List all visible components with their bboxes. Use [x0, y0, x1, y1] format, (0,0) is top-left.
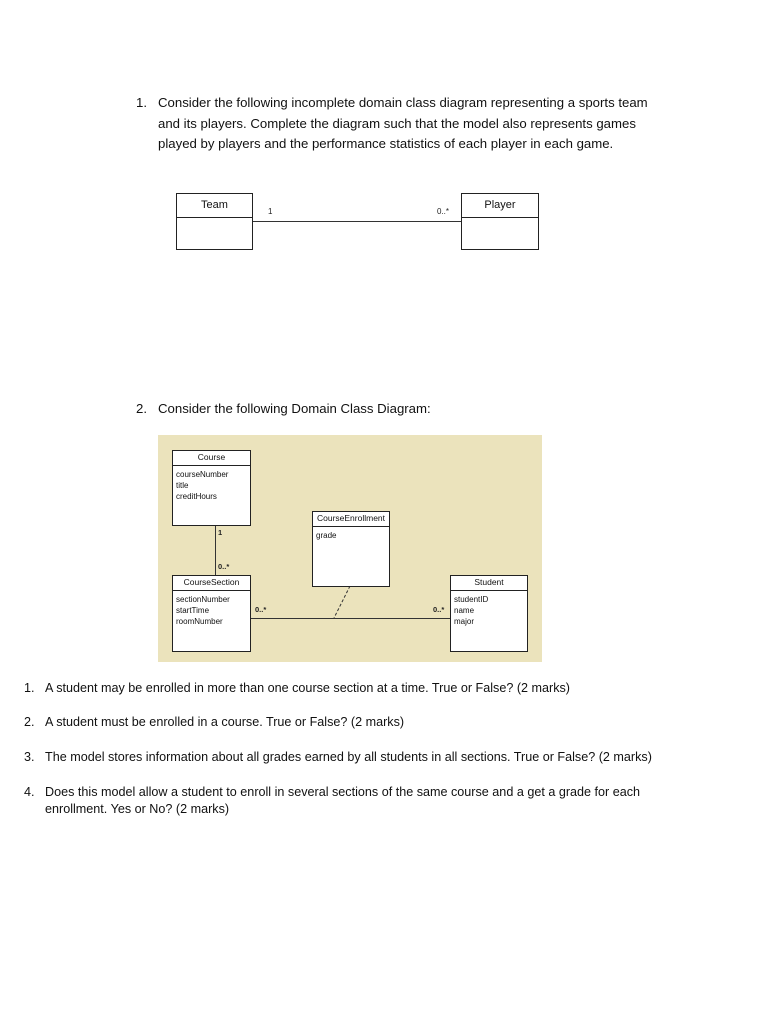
course-end-multiplicity: 1 [218, 528, 223, 537]
player-class [461, 193, 539, 250]
section-end-multiplicity: 0..* [218, 562, 230, 571]
student-class [450, 575, 528, 652]
section-student-student-multiplicity: 0..* [433, 605, 445, 614]
attribute: studentID [454, 595, 489, 604]
question-text [158, 399, 431, 420]
course-attributes [173, 466, 250, 502]
attribute: startTime [176, 606, 210, 615]
student-class-name: Student [451, 576, 527, 591]
question-text-line: played by players and the performance statistics of each player in each game. [158, 136, 614, 151]
course-section-class-name: CourseSection [173, 576, 250, 591]
subquestion-text [45, 714, 404, 731]
question-number: 1. [136, 95, 147, 110]
subquestion-text [45, 784, 640, 818]
enrollment-association-class-link [334, 586, 350, 618]
course-enrollment-attributes [313, 527, 389, 541]
course-section-class [172, 575, 251, 652]
subquestion-text-line: enrollment. Yes or No? (2 marks) [45, 802, 230, 816]
attribute: title [176, 481, 189, 490]
subquestion-text-line: A student may be enrolled in more than one course section at a time. True or False? (2 marks) [45, 681, 570, 695]
attribute: major [454, 617, 475, 626]
attribute: roomNumber [176, 617, 223, 626]
course-class-diagram [158, 435, 542, 662]
course-section-attributes [173, 591, 250, 627]
subquestion-text [45, 680, 570, 697]
attribute: grade [316, 531, 337, 540]
team-class-name: Team [177, 194, 252, 218]
student-attributes [451, 591, 527, 627]
course-enrollment-class-name: CourseEnrollment [313, 512, 389, 527]
subquestion-text-line: A student must be enrolled in a course. True or False? (2 marks) [45, 715, 405, 729]
subquestion-text-line: Does this model allow a student to enroll in several sections of the same course and a get a grade for each [45, 785, 641, 799]
attribute: name [454, 606, 475, 615]
question-number: 2. [136, 401, 147, 416]
attribute: creditHours [176, 492, 217, 501]
team-multiplicity: 1 [268, 207, 273, 216]
team-class [176, 193, 253, 250]
association-lines [0, 0, 768, 300]
question-text-line: and its players. Complete the diagram such that the model also represents games [158, 115, 636, 131]
attribute: courseNumber [176, 470, 229, 479]
player-class-name: Player [462, 194, 538, 218]
subquestion-number: 3. [24, 750, 35, 764]
question-text-line: Consider the following Domain Class Diagram: [158, 401, 431, 416]
subquestion-number: 2. [24, 715, 35, 729]
section-student-section-multiplicity: 0..* [255, 605, 267, 614]
course-class [172, 450, 251, 526]
subquestion-text [45, 749, 652, 766]
subquestion-text-line: The model stores information about all grades earned by all students in all sections. True or False? (2 marks) [45, 750, 652, 764]
subquestion-number: 1. [24, 681, 35, 695]
subquestion-number: 4. [24, 785, 35, 799]
course-class-name: Course [173, 451, 250, 466]
player-multiplicity: 0..* [437, 207, 450, 216]
course-enrollment-class [312, 511, 390, 587]
attribute: sectionNumber [176, 595, 230, 604]
question-text-line: Consider the following incomplete domain class diagram representing a sports team [158, 95, 648, 110]
